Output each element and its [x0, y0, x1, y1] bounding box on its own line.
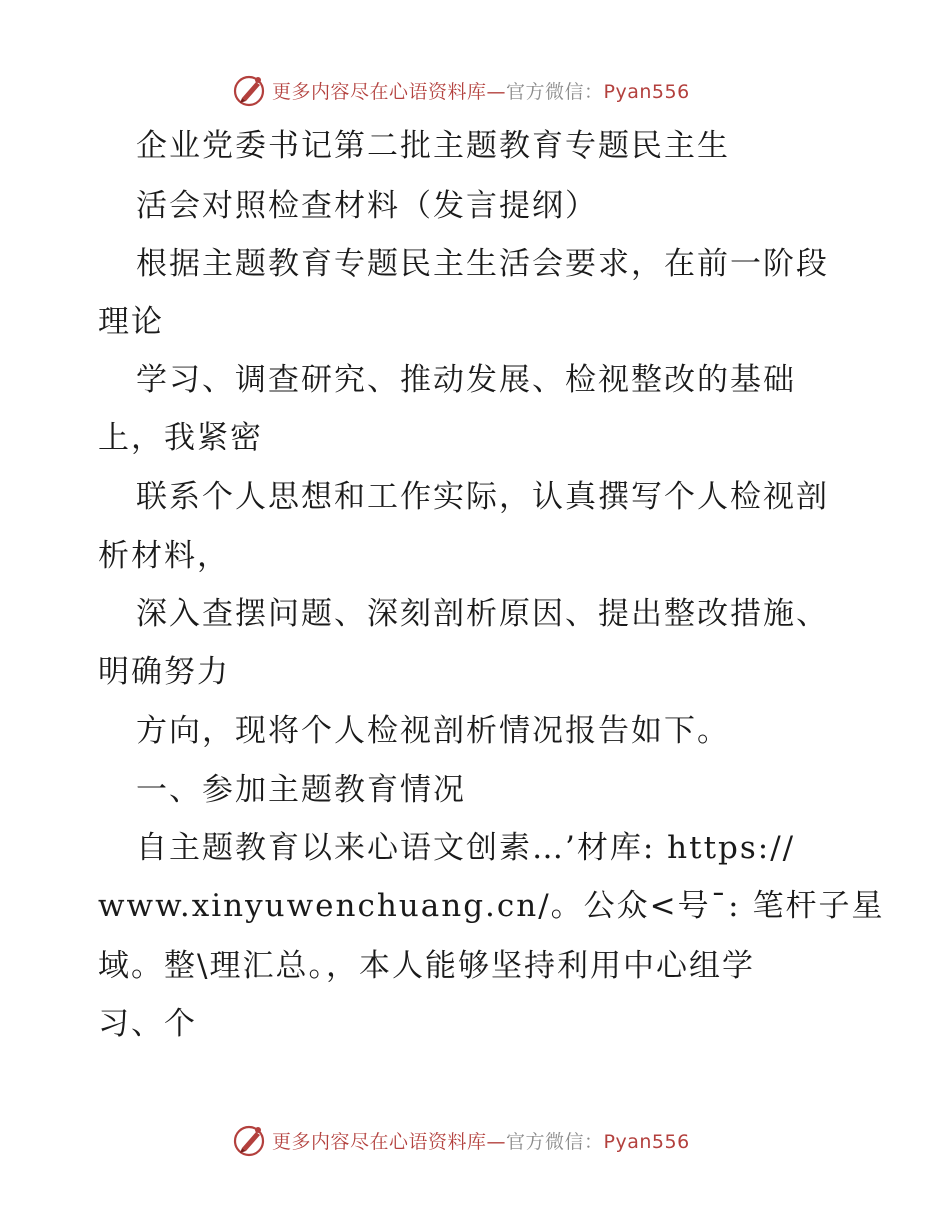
doc-line: www.xinyuwenchuang.cn/。公众<号¯: 笔杆子星 — [98, 888, 885, 924]
watermark-label: 官方微信： — [506, 1130, 604, 1153]
doc-line: 理论 — [98, 304, 164, 340]
doc-line: 明确努力 — [98, 654, 230, 690]
doc-line: 域。整\理汇总。，本人能够坚持利用中心组学 — [98, 948, 755, 984]
watermark-wechat: Pyan556 — [603, 1130, 690, 1153]
doc-line: 深入查摆问题、深刻剖析原因、提出整改措施、 — [136, 596, 829, 632]
watermark-prefix: 更多内容尽在心语资料库 — [272, 80, 487, 103]
watermark-dash: — — [486, 1130, 507, 1153]
pen-logo-icon — [232, 72, 268, 108]
section-heading: 一、参加主题教育情况 — [136, 772, 466, 808]
watermark-dash: — — [486, 80, 507, 103]
footer-watermark — [232, 1120, 690, 1160]
doc-line: 习、个 — [98, 1006, 197, 1042]
header-watermark — [232, 70, 690, 110]
doc-line: 根据主题教育专题民主生活会要求，在前一阶段 — [136, 246, 829, 282]
doc-line: 析材料， — [98, 538, 230, 574]
pen-logo-icon — [232, 1122, 268, 1158]
doc-line: 自主题教育以来心语文创素…’材库: https:// — [136, 830, 796, 866]
doc-line: 方向，现将个人检视剖析情况报告如下。 — [136, 713, 730, 749]
doc-line: 学习、调查研究、推动发展、检视整改的基础 — [136, 362, 796, 398]
watermark-wechat: Pyan556 — [603, 80, 690, 103]
doc-title-line-1: 企业党委书记第二批主题教育专题民主生 — [136, 128, 730, 164]
watermark-label: 官方微信： — [506, 80, 604, 103]
doc-line: 联系个人思想和工作实际，认真撰写个人检视剖 — [136, 479, 829, 515]
doc-title-line-2: 活会对照检查材料（发言提纲） — [136, 188, 598, 224]
doc-line: 上，我紧密 — [98, 420, 263, 456]
watermark-prefix: 更多内容尽在心语资料库 — [272, 1130, 487, 1153]
